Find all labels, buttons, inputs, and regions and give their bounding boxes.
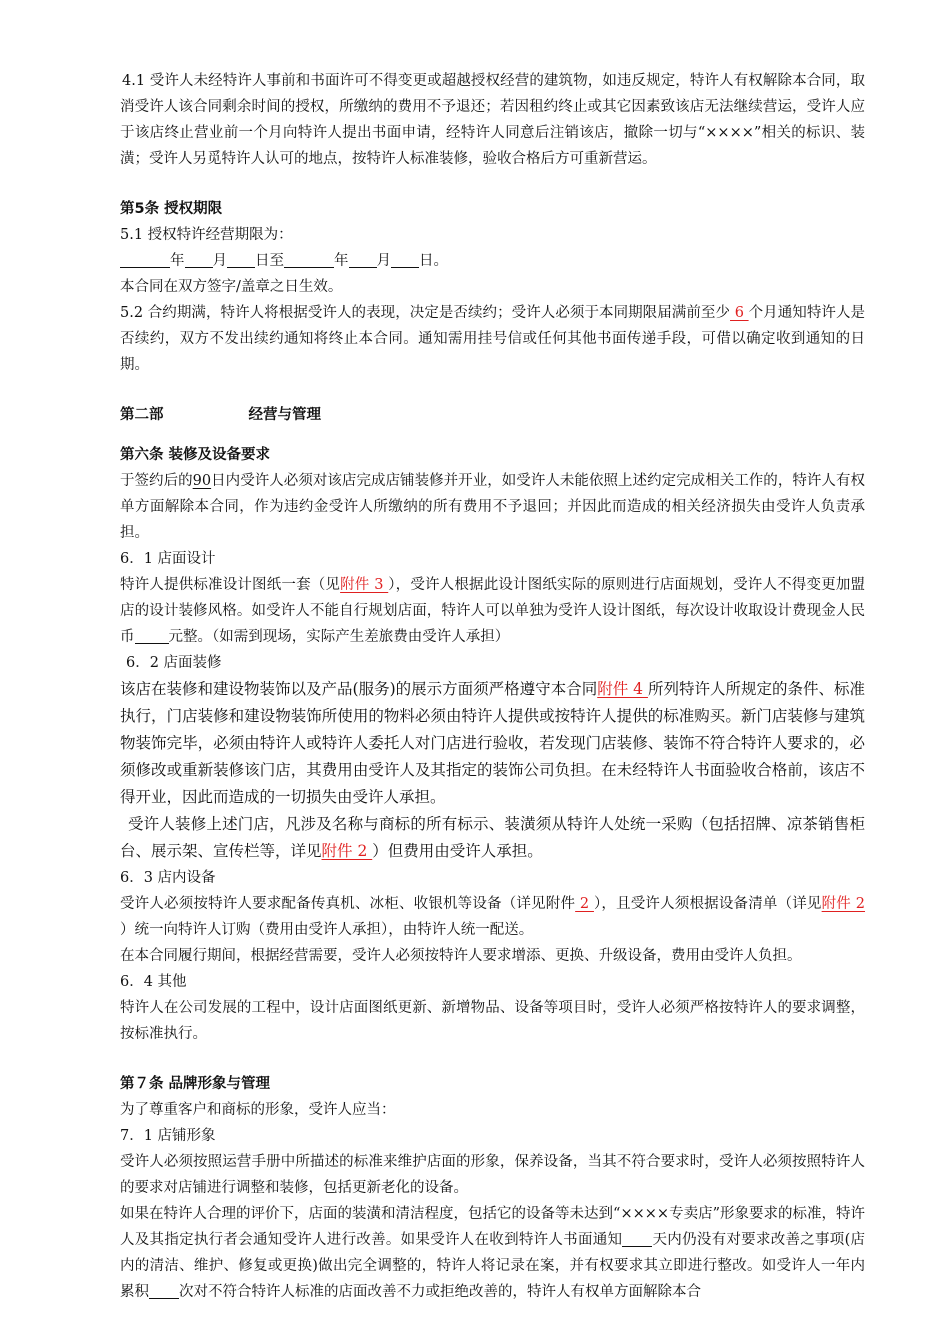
clause-7-1-improve: 如果在特许人合理的评价下，店面的装潢和清洁程度，包括它的设备等未达到“××××专卖店”形象要求的标准，特许人及其指定执行者会通知受许人进行改善。如果受许人在收到特许人书面通知 天内仍没有对要求改善之事项(店内的清洁、维护、修复或更换)做出完全调整的，特许人将记录在案，并有权要求其立即进行整改。如受许人一年内累积 次对不符合特许人标准的店面改善不力或拒绝改善的，特许人有权单方面解除本合 — [120, 1206, 866, 1300]
clause-5-1: 5.1 授权特许经营期限为： — [120, 227, 293, 243]
attachment-3-ref: 附件 3 — [340, 577, 389, 593]
attachment-4-ref: 附件 4 — [597, 680, 648, 698]
document-body — [120, 68, 865, 1305]
article-6-title: 第六条 装修及设备要求 — [120, 447, 271, 463]
article-7-intro: 为了尊重客户和商标的形象，受许人应当： — [120, 1102, 396, 1118]
blank-notice-days — [622, 1228, 652, 1247]
blank-design-fee — [135, 625, 169, 644]
clause-7-1-body: 受许人必须按照运营手册中所描述的标准来维护店面的形象，保养设备，当其不符合要求时，受许人必须按照特许人的要求对店铺进行调整和装修，包括更新老化的设备。 — [120, 1154, 865, 1196]
article-7-title: 第７条 品牌形象与管理 — [120, 1076, 271, 1092]
clause-6-4-title: 6．4 其他 — [120, 974, 187, 990]
blank-end-month — [349, 249, 377, 268]
blank-end-day — [391, 249, 419, 268]
clause-6-2-signage: 受许人装修上述门店，凡涉及名称与商标的所有标示、装潢须从特许人处统一采购（包括招牌、凉茶销售柜台、展示架、宣传栏等，详见附件 2 ）但费用由受许人承担。 — [120, 815, 865, 860]
part-2-heading: 第二部 经营与管理 — [120, 407, 321, 423]
blank-start-day — [227, 249, 255, 268]
clause-6-4-body: 特许人在公司发展的工程中，设计店面图纸更新、新增物品、设备等项目时，受许人必须严格按特许人的要求调整，按标准执行。 — [120, 1000, 865, 1042]
notice-months: 6 — [730, 305, 749, 321]
clause-5-2: 5.2 合约期满，特许人将根据受许人的表现，决定是否续约；受许人必须于本同期限届满前至少 6 个月通知特许人是否续约，双方不发出续约通知将终止本合同。通知需用挂号信或任何其他书面传递手段，可借以确定收到通知的日期。 — [120, 305, 865, 373]
clause-6-2-title: 6．2 店面装修 — [126, 655, 222, 671]
clause-4-1: 4.1 受许人未经特许人事前和书面许可不得变更或超越授权经营的建筑物，如违反规定，特许人有权解除本合同，取消受许人该合同剩余时间的授权，所缴纳的费用不予退还；若因租约终止或其它因素致该店无法继续营运，受许人应于该店终止营业前一个月向特许人提出书面申请，经特许人同意后注销该店，撤除一切与“××××”相关的标识、装潢；受许人另觅特许人认可的地点，按特许人标准装修，验收合格后方可重新营运。 — [120, 73, 865, 167]
blank-violation-count — [149, 1280, 179, 1299]
clause-6-3-body: 受许人必须按特许人要求配备传真机、冰柜、收银机等设备（详见附件 2 ），且受许人须根据设备清单（详见附件 2 ）统一向特许人订购（费用由受许人承担），由特许人统一配送。 — [120, 896, 866, 938]
clause-6-1-title: 6．1 店面设计 — [120, 551, 216, 567]
attachment-2-ref-b: 附件 2 — [821, 896, 866, 912]
article-6-body: 于签约后的90日内受许人必须对该店完成店铺装修并开业，如受许人未能依照上述约定完成相关工作的，特许人有权单方面解除本合同，作为违约金受许人所缴纳的所有费用不予退回；并因此而造成的相关经济损失由受许人负责承担。 — [120, 473, 865, 541]
attachment-2-ref: 附件 2 — [321, 842, 373, 860]
days-value: 90 — [192, 473, 212, 489]
effective-clause: 本合同在双方签字/盖章之日生效。 — [120, 279, 343, 295]
clause-7-1-title: 7．1 店铺形象 — [120, 1128, 216, 1144]
blank-end-year — [284, 249, 334, 268]
clause-6-2-body: 该店在装修和建设物装饰以及产品(服务)的展示方面须严格遵守本合同附件 4 所列特许人所规定的条件、标准执行，门店装修和建设物装饰所使用的物料必须由特许人提供或按特许人提供的标准购买。新门店装修与建筑物装饰完毕，必须由特许人或特许人委托人对门店进行验收，若发现门店装修、装饰不符合特许人要求的，必须修改或重新装修该门店，其费用由受许人及其指定的装饰公司负担。在未经特许人书面验收合格前，该店不得开业，因此而造成的一切损失由受许人承担。 — [120, 680, 865, 806]
blank-start-month — [185, 249, 213, 268]
clause-6-3-upgrade: 在本合同履行期间，根据经营需要，受许人必须按特许人要求增添、更换、升级设备，费用由受许人负担。 — [120, 948, 802, 964]
clause-6-1-body: 特许人提供标准设计图纸一套（见附件 3 ），受许人根据此设计图纸实际的原则进行店面规划，受许人不得变更加盟店的设计装修风格。如受许人不能自行规划店面，特许人可以单独为受许人设计图纸，每次设计收取设计费现金人民币 元整。（如需到现场，实际产生差旅费由受许人承担） — [120, 577, 866, 645]
article-5-title: 第5条 授权期限 — [120, 201, 223, 217]
clause-6-3-title: 6．3 店内设备 — [120, 870, 216, 886]
term-dates: 年 月 日至 年 月 日。 — [120, 248, 865, 274]
blank-start-year — [120, 249, 170, 268]
attachment-2-ref-a: 2 — [575, 896, 594, 912]
